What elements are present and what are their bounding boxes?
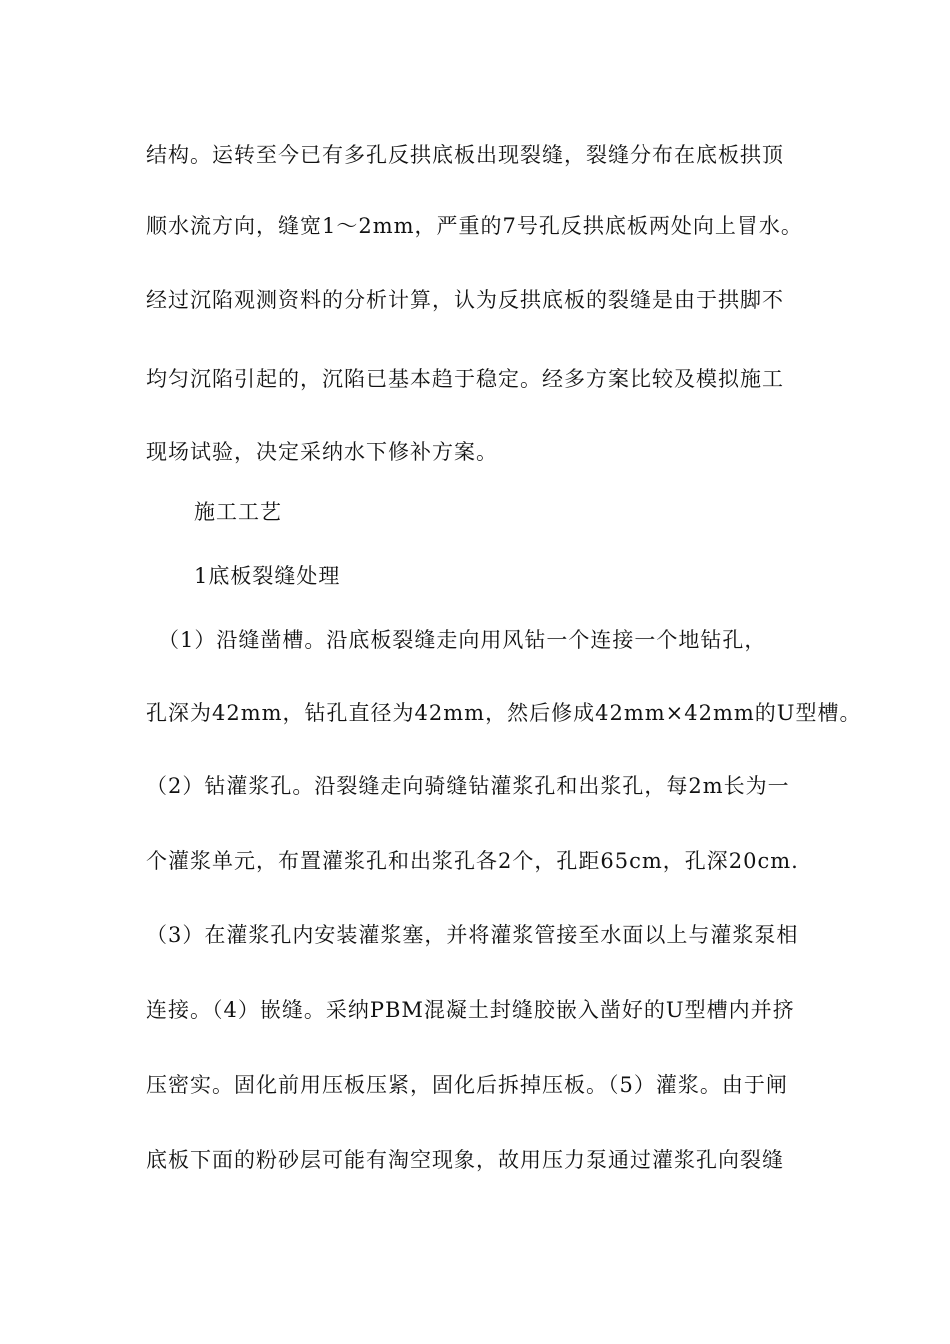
text-line-9: 孔深为42mm，钻孔直径为42mm，然后修成42mm×42mm的U型槽。 — [146, 701, 862, 725]
text-line-4: 均匀沉陷引起的，沉陷已基本趋于稳定。经多方案比较及模拟施工 — [146, 367, 784, 391]
text-line-11: 个灌浆单元，布置灌浆孔和出浆孔各2个，孔距65cm，孔深20cm. — [146, 849, 799, 873]
text-line-5: 现场试验，决定采纳水下修补方案。 — [146, 440, 498, 464]
text-line-2: 顺水流方向，缝宽1～2mm，严重的7号孔反拱底板两处向上冒水。 — [146, 214, 803, 238]
text-line-8: （1）沿缝凿槽。沿底板裂缝走向用风钻一个连接一个地钻孔， — [158, 628, 767, 652]
text-line-12: （3）在灌浆孔内安装灌浆塞，并将灌浆管接至水面以上与灌浆泵相 — [146, 923, 799, 947]
text-line-1: 结构。运转至今已有多孔反拱底板出现裂缝，裂缝分布在底板拱顶 — [146, 143, 784, 167]
text-line-10: （2）钻灌浆孔。沿裂缝走向骑缝钻灌浆孔和出浆孔，每2m长为一 — [146, 774, 790, 798]
section-heading: 施工工艺 — [194, 500, 282, 524]
subsection-heading: 1底板裂缝处理 — [194, 564, 341, 588]
text-line-14: 压密实。固化前用压板压紧，固化后拆掉压板。（5）灌浆。由于闸 — [146, 1073, 788, 1097]
text-line-3: 经过沉陷观测资料的分析计算，认为反拱底板的裂缝是由于拱脚不 — [146, 288, 784, 312]
text-line-13: 连接。（4）嵌缝。采纳PBM混凝土封缝胶嵌入凿好的U型槽内并挤 — [146, 998, 795, 1022]
text-line-15: 底板下面的粉砂层可能有淘空现象，故用压力泵通过灌浆孔向裂缝 — [146, 1148, 784, 1172]
